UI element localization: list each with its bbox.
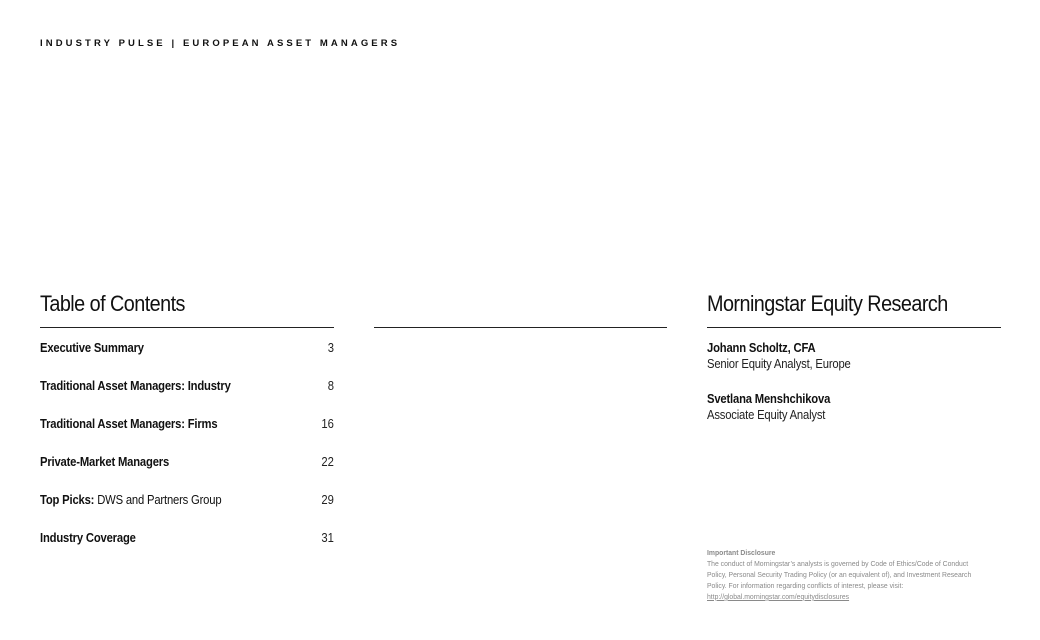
research-divider [707, 327, 1001, 328]
toc-item-page: 16 [321, 417, 334, 431]
research-team [707, 290, 1001, 423]
disclosure-link[interactable]: http://global.morningstar.com/equitydisclosures [707, 592, 850, 601]
toc-item-label: Industry Coverage [40, 531, 136, 545]
toc-item-traditional-industry[interactable] [40, 378, 334, 416]
toc-item-label: Traditional Asset Managers: Industry [40, 379, 231, 393]
author-name: Svetlana Menshchikova [707, 392, 831, 406]
middle-column [374, 290, 667, 328]
disclosure-body [707, 558, 986, 602]
table-of-contents [40, 290, 334, 568]
toc-item-private-market[interactable] [40, 454, 334, 492]
author-entry [707, 340, 1001, 372]
toc-item-industry-coverage[interactable] [40, 530, 334, 568]
report-header: INDUSTRY PULSE | EUROPEAN ASSET MANAGERS [40, 38, 401, 49]
author-title: Associate Equity Analyst [707, 408, 826, 422]
toc-item-traditional-firms[interactable] [40, 416, 334, 454]
toc-item-page: 29 [321, 493, 334, 507]
author-name: Johann Scholtz, CFA [707, 341, 816, 355]
research-title: Morningstar Equity Research [707, 291, 948, 316]
toc-item-label: Private-Market Managers [40, 455, 170, 469]
toc-item-label: Top Picks: DWS and Partners Group [40, 493, 222, 507]
important-disclosure [707, 547, 997, 602]
toc-list [40, 340, 334, 568]
toc-item-page: 3 [327, 341, 334, 355]
toc-item-top-picks[interactable] [40, 492, 334, 530]
toc-item-page: 22 [321, 455, 334, 469]
toc-item-label: Traditional Asset Managers: Firms [40, 417, 218, 431]
toc-item-page: 31 [321, 531, 334, 545]
toc-item-page: 8 [327, 379, 334, 393]
toc-item-label: Executive Summary [40, 341, 144, 355]
toc-divider [40, 327, 334, 328]
middle-divider [374, 327, 667, 328]
author-entry [707, 391, 1001, 423]
author-title: Senior Equity Analyst, Europe [707, 357, 851, 371]
disclosure-text: The conduct of Morningstar’s analysts is governed by Code of Ethics/Code of Conduct Policy, Personal Security Trading Policy (or an equivalent of), and Investment Research Policy. For information regarding conflicts of interest, please visit: [707, 559, 972, 590]
toc-title: Table of Contents [40, 291, 185, 316]
toc-item-executive-summary[interactable] [40, 340, 334, 378]
disclosure-title: Important Disclosure [707, 548, 776, 557]
